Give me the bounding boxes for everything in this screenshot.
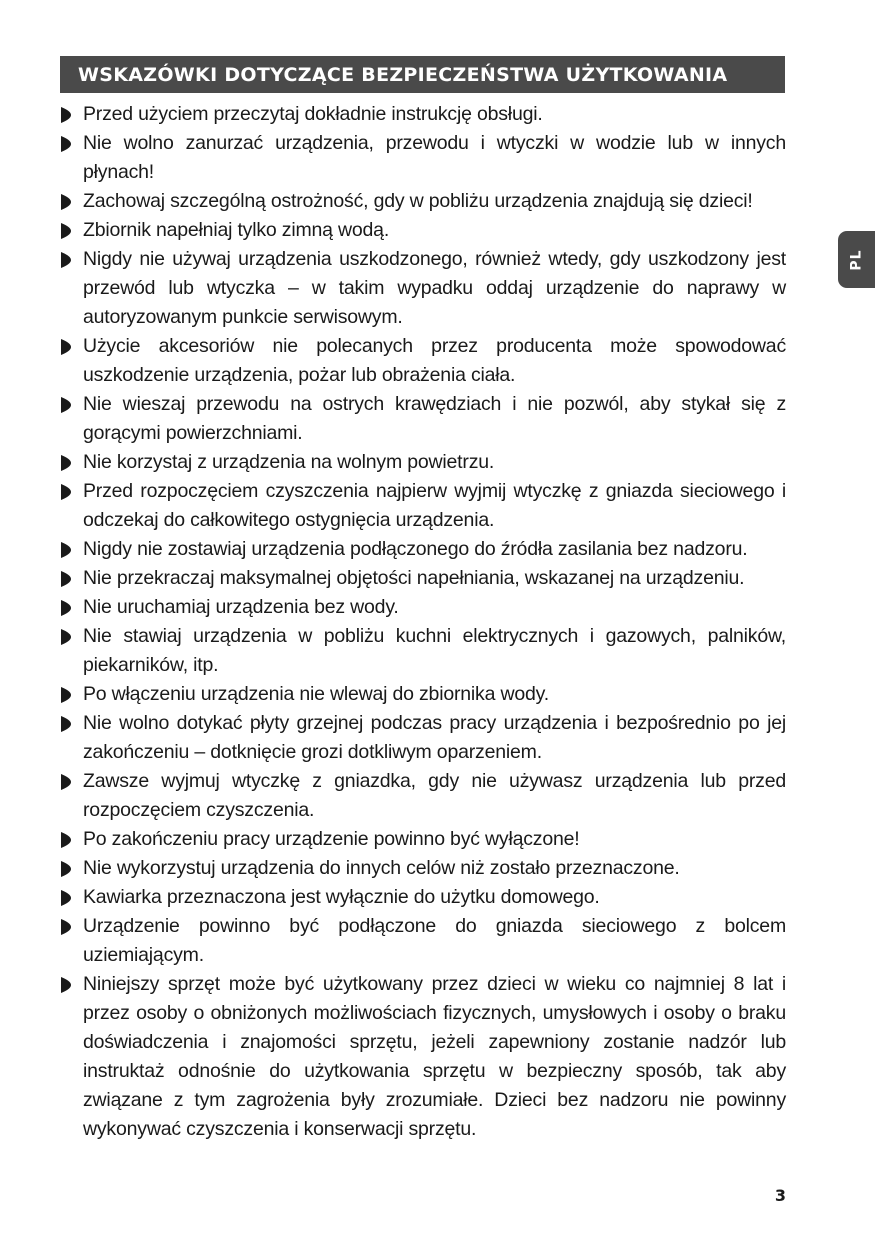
bullet-icon — [61, 223, 71, 239]
bullet-icon — [61, 339, 71, 355]
list-item-text: Kawiarka przeznaczona jest wyłącznie do użytku domowego. — [83, 886, 600, 908]
list-item — [60, 912, 786, 970]
bullet-icon — [61, 861, 71, 877]
list-item — [60, 970, 786, 1144]
bullet-icon — [61, 194, 71, 210]
section-title: WSKAZÓWKI DOTYCZĄCE BEZPIECZEŃSTWA UŻYTKOWANIA — [78, 63, 728, 86]
list-item-text: Nie wolno dotykać płyty grzejnej podczas pracy urządzenia i bezpośrednio po jej zakończeniu – dotknięcie grozi dotkliwym oparzeniem. — [83, 712, 786, 763]
list-item-text: Nie wieszaj przewodu na ostrych krawędziach i nie pozwól, aby stykał się z gorącymi powierzchniami. — [83, 393, 786, 444]
language-tab-label: PL — [848, 248, 865, 271]
bullet-icon — [61, 716, 71, 732]
list-item-text: Użycie akcesoriów nie polecanych przez producenta może spowodować uszkodzenie urządzenia, pożar lub obrażenia ciała. — [83, 335, 786, 386]
bullet-icon — [61, 136, 71, 152]
list-item — [60, 245, 786, 332]
list-item — [60, 129, 786, 187]
list-item — [60, 477, 786, 535]
list-item-text: Zawsze wyjmuj wtyczkę z gniazdka, gdy nie używasz urządzenia lub przed rozpoczęciem czyszczenia. — [83, 770, 786, 821]
list-item-text: Po zakończeniu pracy urządzenie powinno być wyłączone! — [83, 828, 580, 850]
list-item-text: Nigdy nie używaj urządzenia uszkodzonego, również wtedy, gdy uszkodzony jest przewód lub wtyczka – w takim wypadku oddaj urządzenie do naprawy w autoryzowanym punkcie serwisowym. — [83, 248, 786, 328]
list-item — [60, 680, 786, 709]
list-item — [60, 390, 786, 448]
bullet-icon — [61, 687, 71, 703]
list-item — [60, 332, 786, 390]
list-item — [60, 593, 786, 622]
bullet-icon — [61, 252, 71, 268]
list-item — [60, 622, 786, 680]
list-item-text: Nie uruchamiaj urządzenia bez wody. — [83, 596, 399, 618]
language-tab — [838, 231, 875, 288]
list-item-text: Przed rozpoczęciem czyszczenia najpierw wyjmij wtyczkę z gniazda sieciowego i odczekaj do całkowitego ostygnięcia urządzenia. — [83, 480, 786, 531]
list-item-text: Zachowaj szczególną ostrożność, gdy w pobliżu urządzenia znajdują się dzieci! — [83, 190, 753, 212]
bullet-icon — [61, 107, 71, 123]
bullet-icon — [61, 919, 71, 935]
list-item — [60, 448, 786, 477]
bullet-icon — [61, 455, 71, 471]
list-item-text: Nie stawiaj urządzenia w pobliżu kuchni elektrycznych i gazowych, palników, piekarników, itp. — [83, 625, 786, 676]
bullet-icon — [61, 397, 71, 413]
page-number: 3 — [774, 1186, 786, 1205]
list-item — [60, 100, 786, 129]
list-item-text: Nie korzystaj z urządzenia na wolnym powietrzu. — [83, 451, 495, 473]
list-item — [60, 535, 786, 564]
list-item-text: Nie wolno zanurzać urządzenia, przewodu i wtyczki w wodzie lub w innych płynach! — [83, 132, 786, 183]
list-item-text: Nie wykorzystuj urządzenia do innych celów niż zostało przeznaczone. — [83, 857, 680, 879]
list-item-text: Przed użyciem przeczytaj dokładnie instrukcję obsługi. — [83, 103, 543, 125]
bullet-icon — [61, 629, 71, 645]
list-item-text: Po włączeniu urządzenia nie wlewaj do zbiornika wody. — [83, 683, 549, 705]
list-item — [60, 854, 786, 883]
section-header — [60, 56, 785, 93]
safety-instructions-list — [60, 100, 786, 1144]
bullet-icon — [61, 977, 71, 993]
bullet-icon — [61, 890, 71, 906]
list-item — [60, 216, 786, 245]
bullet-icon — [61, 600, 71, 616]
list-item-text: Urządzenie powinno być podłączone do gniazda sieciowego z bolcem uziemiającym. — [83, 915, 786, 966]
list-item-text: Nigdy nie zostawiaj urządzenia podłączonego do źródła zasilania bez nadzoru. — [83, 538, 748, 560]
list-item-text: Nie przekraczaj maksymalnej objętości napełniania, wskazanej na urządzeniu. — [83, 567, 745, 589]
bullet-icon — [61, 774, 71, 790]
bullet-icon — [61, 571, 71, 587]
bullet-icon — [61, 542, 71, 558]
list-item — [60, 564, 786, 593]
list-item — [60, 883, 786, 912]
list-item — [60, 825, 786, 854]
list-item — [60, 767, 786, 825]
list-item — [60, 709, 786, 767]
list-item — [60, 187, 786, 216]
bullet-icon — [61, 832, 71, 848]
bullet-icon — [61, 484, 71, 500]
list-item-text: Zbiornik napełniaj tylko zimną wodą. — [83, 219, 390, 241]
list-item-text: Niniejszy sprzęt może być użytkowany przez dzieci w wieku co najmniej 8 lat i przez osoby o obniżonych możliwościach fizycznych, umysłowych i osoby o braku doświadczenia i znajomości sprzętu, jeżeli zapewniony zostanie nadzór lub instruktaż odnośnie do użytkowania sprzętu w bezpieczny sposób, tak aby związane z tym zagrożenia były zrozumiałe. Dzieci bez nadzoru nie powinny wykonywać czyszczenia i konserwacji sprzętu. — [83, 973, 786, 1140]
